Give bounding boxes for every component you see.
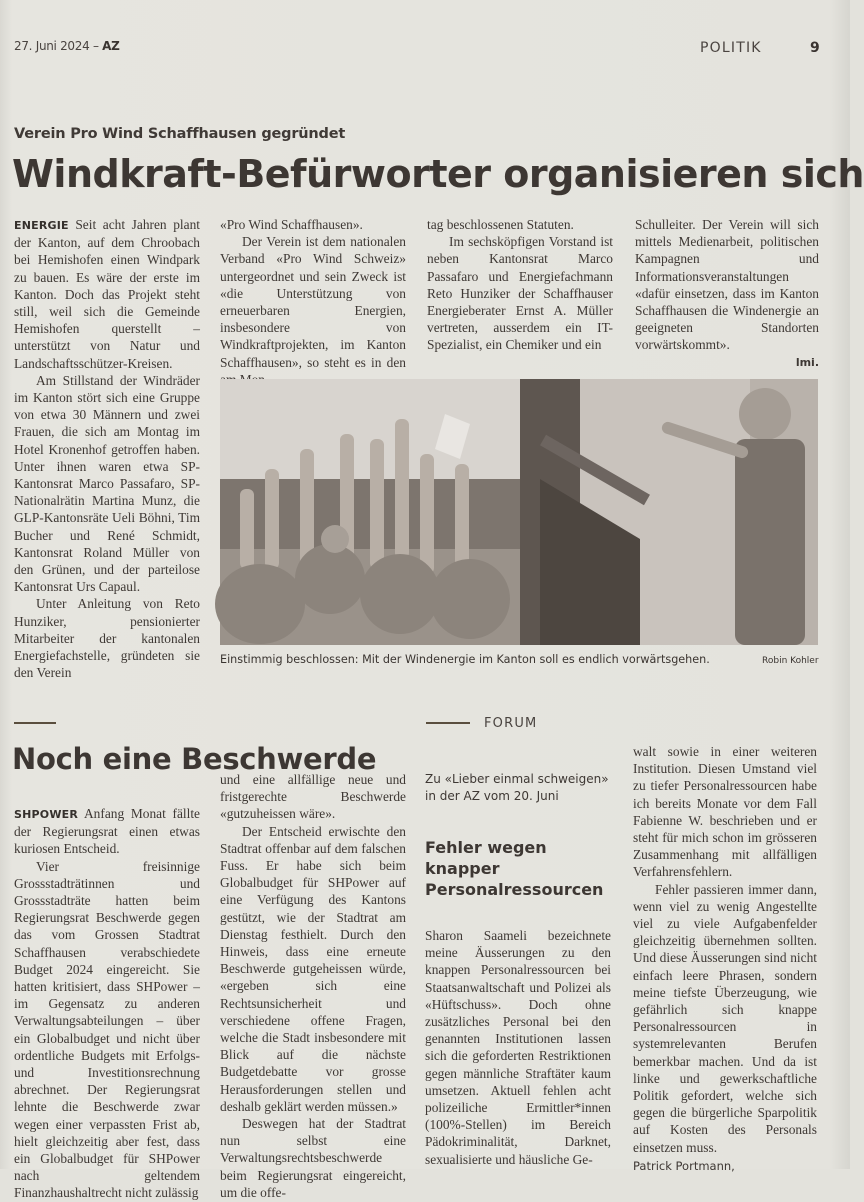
paragraph: Der Verein ist dem nationalen Verband «Pro Wind Schweiz» untergeordnet und sein Zweck ist «die Unterstützung von erneuerbaren Energien, insbesondere von Windkraftprojekten, im Kanton Schaffhausen», so steht es in den xyxy=(220,234,406,370)
page-number: 9 xyxy=(810,40,820,56)
article1-column-1 xyxy=(14,216,200,681)
paragraph: «Pro Wind Schaffhausen». xyxy=(220,217,363,232)
photo-caption: Einstimmig beschlossen: Mit der Windenergie im Kanton soll es endlich vorwärtsgehen. xyxy=(220,653,710,666)
paragraph: tag beschlossenen Statuten. xyxy=(427,217,574,232)
paragraph: Am Stillstand der Windräder im Kanton stört sich eine Gruppe von etwa 30 Männern und zwei Frauen, die sich am Montag im Hotel Kronenhof getroffen haben. Unter ihnen waren etwa SP-Kantonsrat Marco Passafaro, SP-Nationalrätin Martina Munz, die GLP-Kantonsräte Ueli Böhni, Tim Bucher und René Schmidt, Kantonsrat Roland Müller von den Grünen, und der parteilose Kantonsrat Urs Capaul. xyxy=(14,372,200,595)
paragraph: Unter Anleitung von Reto Hunziker, pensionierter Mitarbeiter der kantonalen Energiefachstelle, gründeten sie den Verein xyxy=(14,596,200,681)
forum-label: FORUM xyxy=(484,716,538,731)
article2-column-2 xyxy=(220,772,406,1200)
paragraph: Schulleiter. Der Verein will sich mittels Medienarbeit, politischen Kampagnen und Informationsveranstaltungen «dafür einsetzen, dass im Kanton Schaffhausen die Windenergie an geeigneten Standorten vorwärtskommt». xyxy=(635,217,819,353)
letter-author: Patrick Portmann, xyxy=(633,1158,735,1173)
article2-headline: Noch eine Beschwerde xyxy=(12,742,377,776)
forum-rule xyxy=(426,722,470,724)
article-kicker: Verein Pro Wind Schaffhausen gegründet xyxy=(14,126,346,142)
issue-date: 27. Juni 2024 – xyxy=(14,39,99,53)
paragraph: Fehler passieren immer dann, wenn viel zu wenig Angestellte viel zu viele Aufgabenfelder gleichzeitig übernehmen sollten. Und diese Äusserungen sind nicht einfach leere Phrasen, sondern meine tiefste Überzeugung, wie gefährlich sich knappe Personalressourcen in systemrelevanten Berufen bemerkbar machen. Und da ist linke und gewerkschaftliche Politik gefordert, welche sich gegen die bürgerliche Sparpolitik auf Kosten des Personals einsetzen muss. xyxy=(633,881,817,1155)
article2-column-1 xyxy=(14,805,201,1201)
section-rule xyxy=(14,722,56,724)
author-signature: lmi. xyxy=(795,355,819,369)
paragraph: walt sowie in einer weiteren Institution. Diesen Umstand viel zu tiefer Personalressourcen habe ich bereits Monate vor dem Fall Fabienne W. beschrieben und er steht für mich schon im grösseren Zusammenhang mit allfälligen Verfahrensfehlern. xyxy=(633,744,817,880)
paragraph: ENERGIE Seit acht Jahren plant der Kanton, auf dem Chroobach bei Hemishofen einen Windpark zu bauen. Es wäre der erste im Kanton. Doch das Projekt steht still, weil sich die Gemeinde Hemishofen querstellt – unterstützt von Natur und Landschaftsschützer-Kreisen. xyxy=(14,217,200,371)
forum-column-1 xyxy=(425,927,611,1169)
article-photo xyxy=(220,379,818,645)
dateline xyxy=(14,39,120,53)
paragraph: Vier freisinnige Grossstadträtinnen und Grossstadträte hatten beim Regierungsrat Beschwerde gegen das vom Grossen Stadtrat Schaffhausen verabschiedete Budget 2024 eingereicht. Sie hatten kritisiert, dass SHPower – im Gegensatz zu anderen Verwaltungsabteilungen – über ein Globalbudget und nicht über ordentliche Budgets mit Erfolgs- und Investitionsrechnung abrechnet. Der Regierungsrat lehnte die Beschwerde zwar wegen einer verpassten Frist ab, hielt gleichzeitig aber fest, dass ein Globalbudget für SHPower nach geltendem Finanzhaushaltrecht nicht zulässig xyxy=(14,858,200,1201)
paragraph: Deswegen hat der Stadtrat nun selbst eine Verwaltungsrechtsbeschwerde beim Regierungsrat eingereicht, um die offe- xyxy=(220,1116,406,1200)
article1-column-3 xyxy=(427,216,613,354)
article-headline: Windkraft-Befürworter organisieren sich xyxy=(12,152,864,196)
photo-credit: Robin Kohler xyxy=(762,656,819,666)
forum-column-2 xyxy=(633,744,817,1173)
paragraph: Im sechsköpfigen Vorstand ist neben Kantonsrat Marco Passafaro und Energiefachmann Reto Hunziker der Schaffhauser Energieberater Ernst A. Müller vertreten, ausserdem ein IT-Spezialist, ein Chemiker und ein xyxy=(427,234,613,353)
paragraph: Sharon Saameli bezeichnete meine Äusserungen zu den knappen Personalressourcen bei Staatsanwaltschaft und Polizei als «Hüftschuss». Doch ohne zusätzliches Personal bei den genannten Institutionen lassen sich die geforderten Restriktionen gegen männliche Straftäter kaum umsetzen. Aktuell fehlen acht polizeiliche Ermittler*innen (100%-Stellen) im Bereich Pädokriminalität, Darknet, sexualisierte und häusliche Ge- xyxy=(425,928,611,1167)
article1-column-4 xyxy=(635,216,819,371)
paragraph: und eine allfällige neue und fristgerechte Beschwerde «gutzuheissen wäre». xyxy=(220,772,406,822)
meeting-photo-illustration xyxy=(220,379,818,645)
article-rubric: ENERGIE xyxy=(14,219,69,232)
article1-column-2 xyxy=(220,216,406,388)
paragraph: SHPOWER Anfang Monat fällte der Regierungsrat einen etwas kuriosen Entscheid. xyxy=(14,806,201,857)
article-rubric: SHPOWER xyxy=(14,808,79,821)
paragraph: Der Entscheid erwischte den Stadtrat offenbar auf dem falschen Fuss. Er habe sich beim Globalbudget für SHPower auf eine Verfügung des Kantons gestützt, wie der Stadtrat am Dienstag festhielt. Durch den Hinweis, dass eine erneute Beschwerde gutgeheissen würde, «ergeben sich eine Rechtsunsicherheit und verschiedene offene Fragen, welche die Stadt insbesondere mit Blick auf die nächste Budgetdebatte vor grosse Herausforderungen stellen und deshalb geklärt werden müssen.» xyxy=(220,823,406,1114)
section-name: POLITIK xyxy=(700,40,762,56)
letter-headline: Fehler wegen knapper Personalressourcen xyxy=(425,838,604,899)
publication-name: AZ xyxy=(102,39,120,53)
letter-reference: Zu «Lieber einmal schweigen» in der AZ vom 20. Juni xyxy=(425,772,609,803)
